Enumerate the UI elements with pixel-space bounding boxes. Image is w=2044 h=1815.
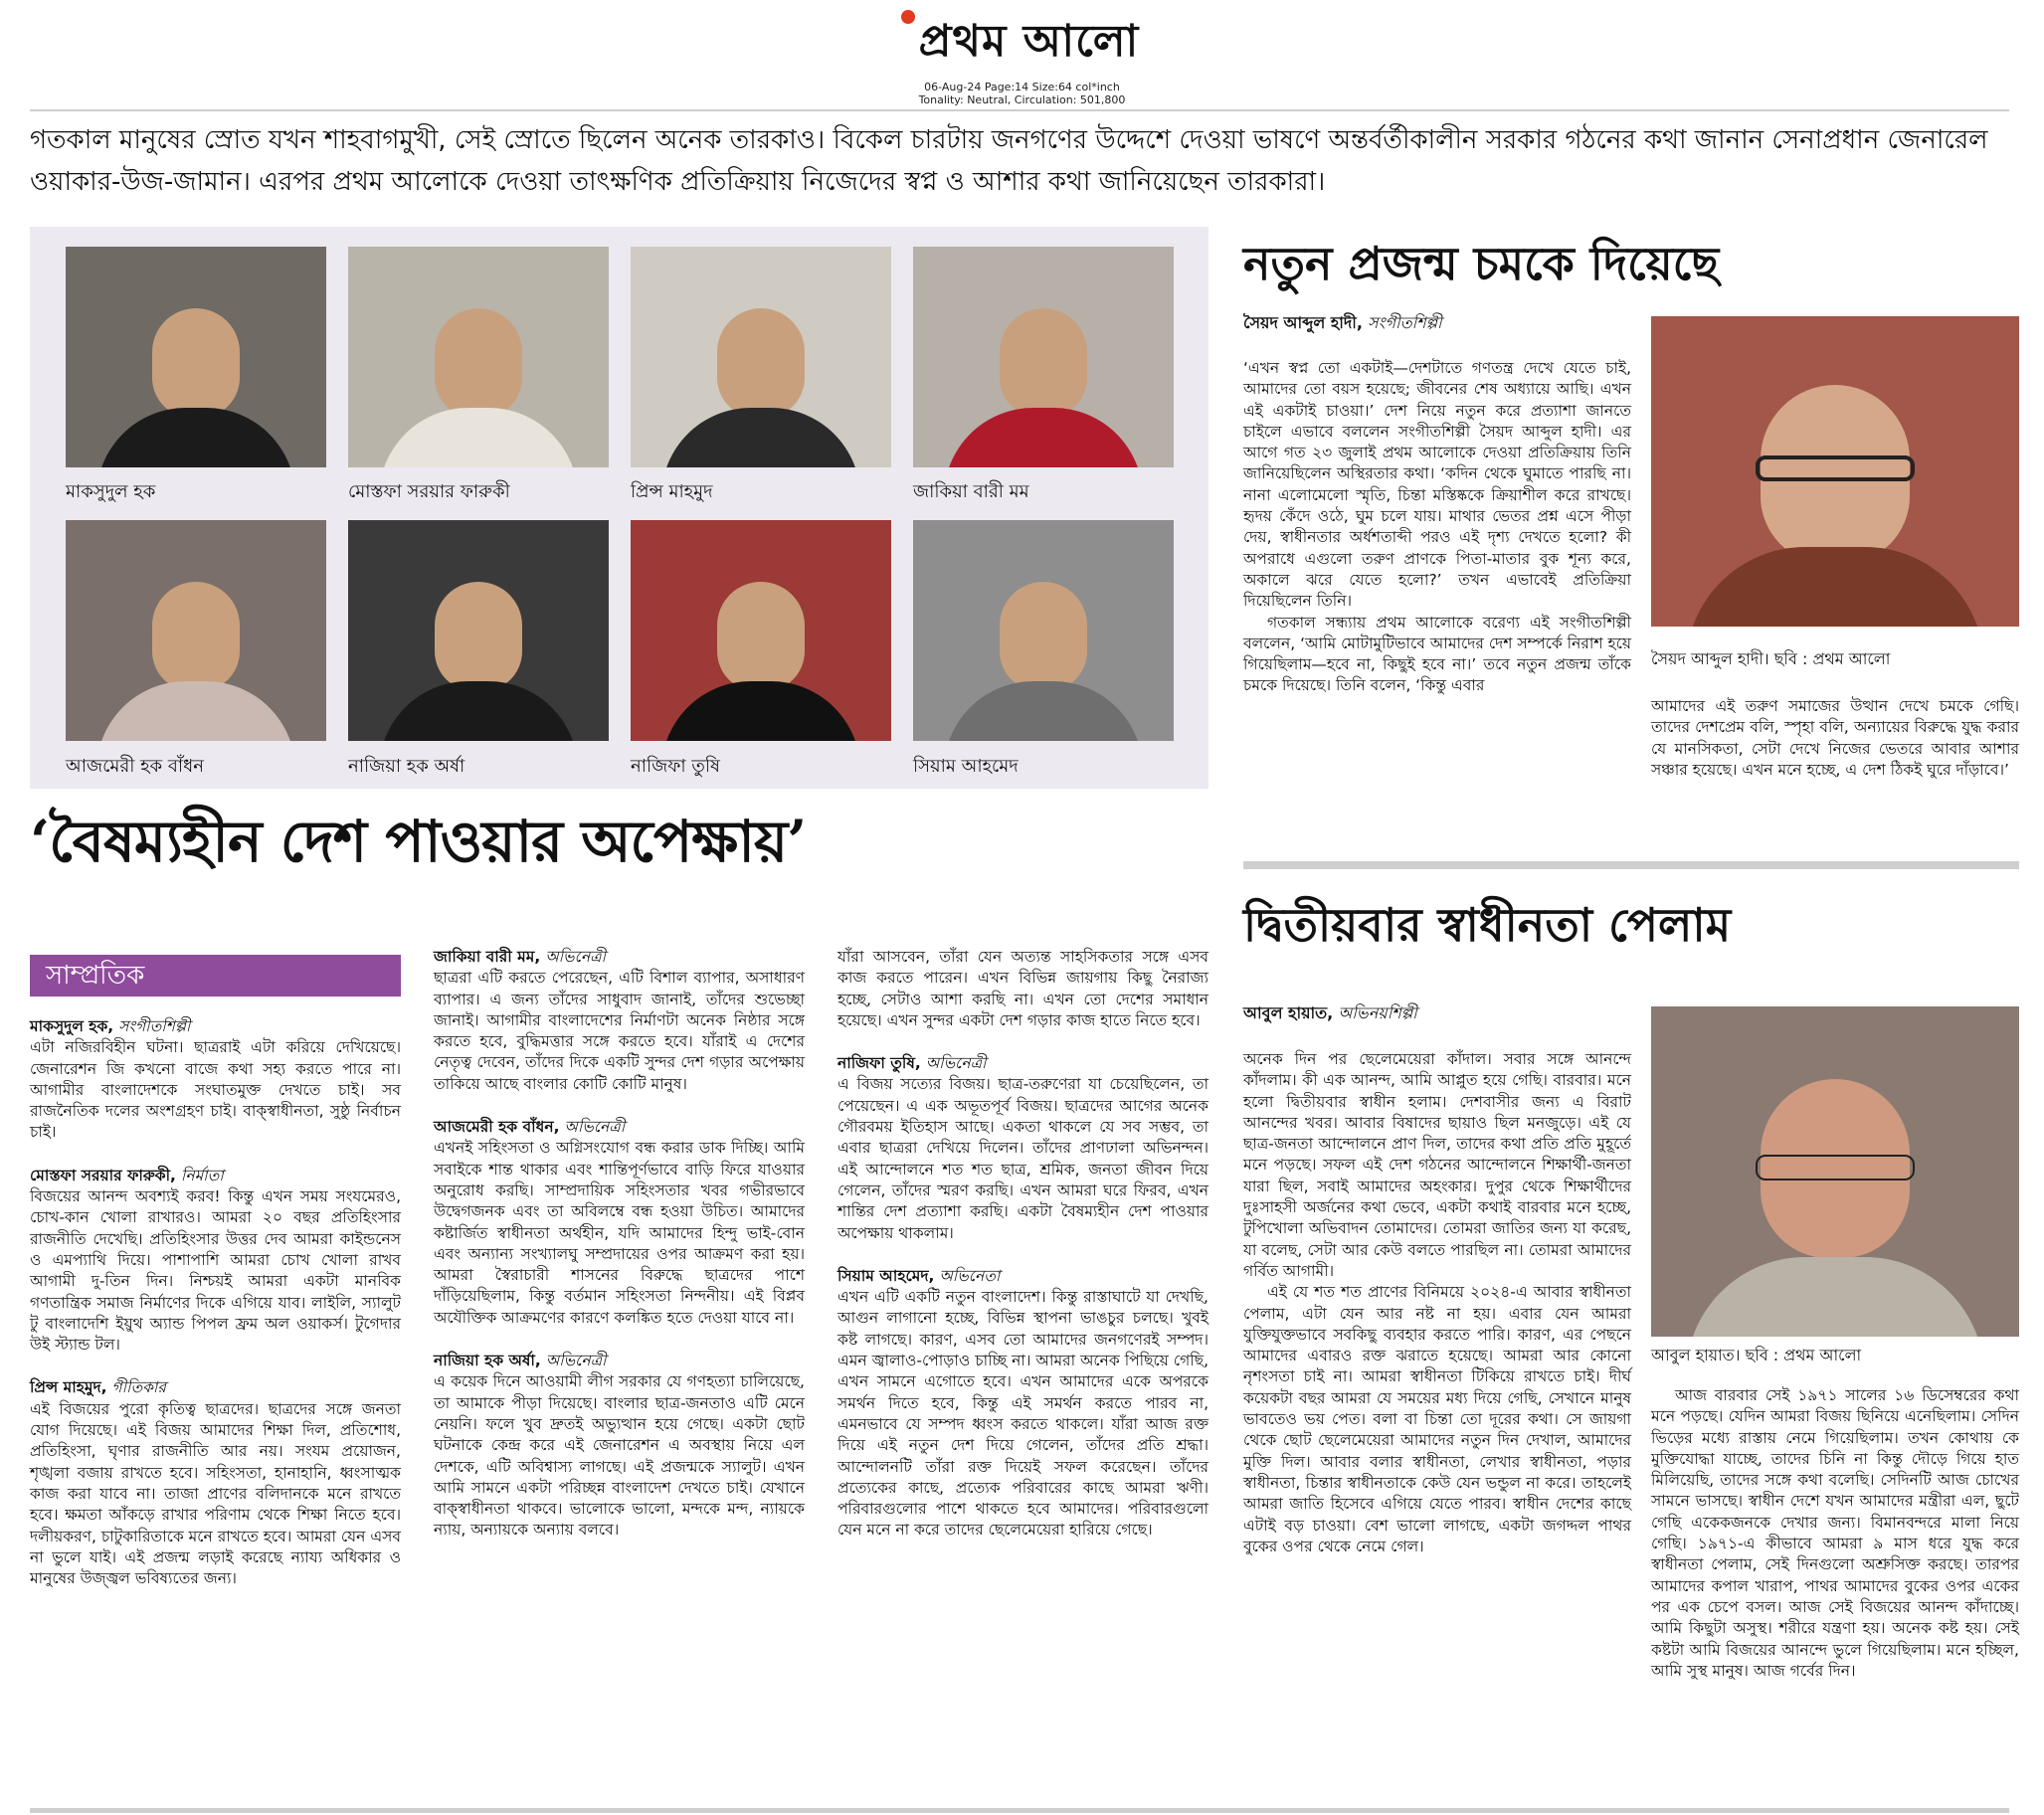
- caption-mom: জাকিয়া বারী মম: [913, 481, 1029, 502]
- caption-farooki: মোস্তফা সরয়ার ফারুকী: [348, 481, 510, 502]
- quote-name: সিয়াম আহমেদ,: [837, 1266, 935, 1285]
- quote-name: প্রিন্স মাহমুদ,: [30, 1378, 107, 1397]
- story2-photo: [1651, 1006, 2019, 1337]
- quote-block: [837, 947, 1208, 1031]
- photo-maksudul: [66, 247, 326, 467]
- face-shape: [717, 582, 805, 691]
- story2-body-continued: আজ বারবার সেই ১৯৭১ সালের ১৬ ডিসেম্বরের কথা মনে পড়ছে। যেদিন আমরা বিজয় ছিনিয়ে এনেছিলাম। সেদিন ভিড়ের মধ্যে রাস্তায় নেমে গিয়েছিলাম। তখন কোথায় কে মুক্তিযোদ্ধা যাচ্ছে, তাদের চিনি না কিন্তু দৌড়ে গিয়ে হাত মিলিয়েছি, তাদের সঙ্গে কথা বলেছি। সেদিনটি আজ চোখের সামনে ভাসছে। স্বাধীন দেশে যখন আমাদের মন্ত্রীরা এল, ছুটে গেছি একেকজনকে দেখার জন্য। বিমানবন্দরে মালা নিয়ে গেছি। ১৯৭১-এ কীভাবে আমরা ৯ মাস ধরে যুদ্ধ করে স্বাধীনতা পেলাম, সেই দিনগুলো অশ্রুসিক্ত করছে। তারপর আমাদের কপাল খারাপ, পাথর আমাদের বুকের ওপর একের পর এক চেপে বসল। আজ সেই বিজয়ের আনন্দ কাঁদাচ্ছে। আমি কিছুটা অসুস্থ। শরীরে যন্ত্রণা হয়। অনেক কষ্ট হয়। সেই কষ্টটা আমি বিজয়ের আনন্দে ভুলে গিয়েছিলাম। মনে হচ্ছিল, আমি সুস্থ মানুষ। আজ গর্বের দিন।: [1651, 1386, 2019, 1680]
- body-shape: [661, 408, 860, 467]
- intro-paragraph: গতকাল মানুষের স্রোত যখন শাহবাগমুখী, সেই স্রোতে ছিলেন অনেক তারকাও। বিকেল চারটায় জনগণের উদ্দেশে দেওয়া ভাষণে অন্তর্বর্তীকালীন সরকার গঠনের কথা জানান সেনাপ্রধান জেনারেল ওয়াকার-উজ-জামান। এরপর প্রথম আলোকে দেওয়া তাৎক্ষণিক প্রতিক্রিয়ায় নিজেদের স্বপ্ন ও আশার কথা জানিয়েছেন তারকারা।: [30, 125, 1988, 197]
- quote-text: যাঁরা আসবেন, তাঁরা যেন অত্যন্ত সাহসিকতার সঙ্গে এসব কাজ করতে পারেন। এখন বিভিন্ন জায়গায় কিছু নৈরাজ্য হচ্ছে, সেটাও আশা করছি না। এখন তো দেশের সমাধান হয়েছে। এখন সুন্দর একটা দেশ গড়ার কাজ হাতে নিতে হবে।: [837, 948, 1208, 1029]
- photo-badhon: [66, 520, 326, 741]
- face-shape: [152, 308, 240, 418]
- column-2: [434, 947, 805, 1563]
- story1-para-2: গতকাল সন্ধ্যায় প্রথম আলোকে বরেণ্য এই সংগীতশিল্পী বললেন, ‘আমি মোটামুটিভাবে আমাদের দেশ সম্পর্কে নিরাশ হয়ে গিয়েছিলাম—হবে না, কিছুই হবে না।’ তবে নতুন প্রজন্ম তাঁকে চমকে দিয়েছে। তিনি বলেন, ‘কিন্তু এবার: [1243, 613, 1631, 695]
- quote-text: এ কয়েক দিনে আওয়ামী লীগ সরকার যে গণহত্যা চালিয়েছে, তা আমাকে পীড়া দিয়েছে। বাংলার ছাত্র-জনতাও এটি মেনে নেয়নি। ফলে খুব দ্রুতই অভ্যুত্থান হয়ে গেছে। একটা ছোট ঘটনাকে কেন্দ্র করে এই জেনারেশন এ অবস্থায় নিয়ে এল দেশকে, এটি অবিশ্বাস্য লাগছে। এই প্রজন্মকে স্যালুট। এখন আমি সামনে একটা পরিচ্ছন্ন বাংলাদেশ দেখতে চাই। যেখানে বাক্‌স্বাধীনতা থাকবে। ভালোকে ভালো, মন্দকে মন্দ, ন্যায়কে ন্যায়, অন্যায়কে অন্যায় বলবে।: [434, 1372, 805, 1540]
- photo-tushi: [631, 520, 891, 741]
- photo-orsha: [348, 520, 609, 741]
- quote-role: গীতিকার: [111, 1378, 166, 1397]
- glasses-shape: [1756, 455, 1915, 481]
- story2-para-1: অনেক দিন পর ছেলেমেয়েরা কাঁদাল। সবার সঙ্গে আনন্দে কাঁদলাম। কী এক আনন্দ, আমি আপ্লুত হয়ে গেছি। বারবার। মনে হলো দ্বিতীয়বার স্বাধীন হলাম। দেশবাসীর জন্য এ বিরাট আনন্দের খবর। আবার বিষাদের ছায়াও ছিল মনজুড়ে। এই যে ছাত্র-জনতা আন্দোলনে প্রাণ দিল, তাদের কথা প্রতি প্রতি মুহূর্তে মনে পড়ছে। সফল এই দেশ গঠনের আন্দোলনে শিক্ষার্থী-জনতা যারা ছিল, সবাই আমাদের অহংকার। দুপুর থেকে শিক্ষার্থীদের দুঃসাহসী অর্জনের কথা ভেবে, একটা কথাই বারবার মনে হচ্ছে, টুপিখোলা অভিবাদন তোমাদের। তোমরা জাতির জন্য যা করেছ, যা বলেছ, সেটা আর কেউ বলতে পারছিল না। তোমরা আমাদের গর্বিত আগামী।: [1243, 1050, 1631, 1280]
- quote-role: অভিনেত্রী: [564, 1118, 626, 1137]
- quote-name: আজমেরী হক বাঁধন,: [434, 1118, 560, 1137]
- main-headline: ‘বৈষম্যহীন দেশ পাওয়ার অপেক্ষায়’: [30, 808, 807, 875]
- quote-role: অভিনেতা: [939, 1266, 1001, 1285]
- quote-block: [837, 1053, 1208, 1244]
- byline-role: সংগীতশিল্পী: [1368, 313, 1442, 332]
- story1-body-continued: আমাদের এই তরুণ সমাজের উত্থান দেখে চমকে গেছি। তাদের দেশপ্রেম বলি, স্পৃহা বলি, অন্যায়ের বিরুদ্ধে যুদ্ধ করার যে মানসিকতা, সেটা দেখে নিজের ভেতরে আবার আশার সঞ্চার হয়েছে। এখন মনে হচ্ছে, এ দেশ ঠিকই ঘুরে দাঁড়াবে।’: [1651, 697, 2019, 779]
- quote-name: মাকসুদুল হক,: [30, 1017, 114, 1035]
- body-shape: [944, 408, 1143, 467]
- photo-prince: [631, 247, 891, 467]
- caption-prince: প্রিন্স মাহমুদ: [631, 481, 713, 502]
- newspaper-logo: প্রথম আলো: [0, 8, 2044, 81]
- quote-role: অভিনেত্রী: [545, 1352, 607, 1370]
- quote-text: এখনই সহিংসতা ও অগ্নিসংযোগ বন্ধ করার ডাক দিচ্ছি। আমি সবাইকে শান্ত থাকার এবং শান্তিপূর্ণভাবে বাড়ি ফিরে যাওয়ার অনুরোধ করছি। সাম্প্রদায়িক সহিংসতার খবর গভীরভাবে উদ্বেগজনক এবং তা অবিলম্বে বন্ধ হওয়া উচিত। আমাদের কষ্টার্জিত স্বাধীনতা অর্থহীন, যদি আমাদের হিন্দু ভাই-বোন এবং অন্যান্য সংখ্যালঘু সম্প্রদায়ের ওপর আক্রমণ করা হয়। আমরা স্বৈরাচারী শাসনের বিরুদ্ধে ছাত্রদের পাশে দাঁড়িয়েছিলাম, কিন্তু বর্তমান সহিংসতা নিন্দনীয়। এই বিপ্লব অযৌক্তিক আক্রমণের কারণে কলঙ্কিত হতে দেওয়া যাবে না।: [434, 1139, 805, 1327]
- story2-body: [1243, 1049, 1631, 1557]
- photo-mom: [913, 247, 1174, 467]
- face-shape: [1000, 582, 1087, 691]
- story1-headline: নতুন প্রজন্ম চমকে দিয়েছে: [1243, 237, 1720, 290]
- body-shape: [661, 681, 860, 741]
- body-shape: [96, 408, 295, 467]
- photo-gallery: [30, 227, 1208, 789]
- caption-tushi: নাজিফা তুষি: [631, 756, 720, 777]
- masthead: [0, 8, 2044, 106]
- quote-block: [434, 1117, 805, 1329]
- face-shape: [435, 582, 522, 691]
- face-shape: [1000, 308, 1087, 418]
- sun-icon: [901, 10, 915, 24]
- story2-para-2: এই যে শত শত প্রাণের বিনিময়ে ২০২৪-এ আবার স্বাধীনতা পেলাম, এটা যেন আর নষ্ট না হয়। এবার যেন আমরা যুক্তিযুক্তভাবে সবকিছু ব্যবহার করতে পারি। কারণ, এর পেছনে আমাদের এবারও রক্ত ঝরাতে হয়েছে। আমরা আর কোনো নৃশংসতা চাই না। আমরা স্বাধীনতা টিকিয়ে রাখতে চাই। দীর্ঘ কয়েকটা বছর আমরা যে সময়ের মধ্য দিয়ে গেছি, সেখানে মানুষ ভাবতেও ভয় পেত। বলা বা চিন্তা তো দূরের কথা। সে জায়গা থেকে ছোট ছেলেমেয়েরা আমাদের নতুন দিন দেখাল, আমাদের মুক্তি দিল। আবার বলার স্বাধীনতা, লেখার স্বাধীনতা, পড়ার স্বাধীনতা, চিন্তার স্বাধীনতাকে কেউ যেন ভন্ডুল না করে। তাহলেই আমরা জাতি হিসেবে এগিয়ে যেতে পারব। স্বাধীন দেশের কাছে এটাই বড় চাওয়া। বেশ ভালো লাগছে, একটা জগদ্দল পাথর বুকের ওপর থেকে নেমে গেল।: [1243, 1283, 1631, 1555]
- quote-text: এ বিজয় সত্যের বিজয়। ছাত্র-তরুণেরা যা চেয়েছিলেন, তা পেয়েছেন। এ এক অভূতপূর্ব বিজয়। ছাত্রদের আগের অনেক গৌরবময় ইতিহাস আছে। একতা থাকলে যে সব সম্ভব, তা এবার ছাত্ররা দেখিয়ে দিলেন। তাঁদের প্রাণঢালা অভিনন্দন। এই আন্দোলনে শত শত ছাত্র, শ্রমিক, জনতা জীবন দিয়ে গেলেন, তাঁদের স্মরণ করছি। এখন আমরা ঘরে ফিরব, এখন শান্তির দেশ প্রত্যাশা করছি। একটা বৈষম্যহীন দেশ পাওয়ার অপেক্ষায় থাকলাম।: [837, 1075, 1208, 1242]
- quote-name: নাজিফা তুষি,: [837, 1054, 921, 1073]
- quote-name: মোস্তফা সরয়ার ফারুকী,: [30, 1166, 176, 1184]
- glasses-shape: [1756, 1155, 1915, 1180]
- shirt-shape: [1686, 547, 1984, 627]
- quote-role: অভিনেত্রী: [925, 1054, 987, 1073]
- quote-role: নির্মাতা: [180, 1166, 224, 1184]
- face-shape: [717, 308, 805, 418]
- photo-siam: [913, 520, 1174, 741]
- quote-name: জাকিয়া বারী মম,: [434, 948, 541, 966]
- caption-badhon: আজমেরী হক বাঁধন: [66, 756, 204, 777]
- story2-headline: দ্বিতীয়বার স্বাধীনতা পেলাম: [1243, 898, 1732, 952]
- quote-block: [837, 1266, 1208, 1542]
- quote-block: [434, 1351, 805, 1542]
- body-shape: [96, 681, 295, 741]
- clipping-meta-line-2: Tonality: Neutral, Circulation: 501,800: [918, 93, 1126, 106]
- story1-body: [1243, 358, 1631, 697]
- quote-text: এটা নজিরবিহীন ঘটনা। ছাত্ররাই এটা করিয়ে দেখিয়েছে। জেনারেশন জি কখনো বাজে কথা সহ্য করতে পারে না। আগামীর বাংলাদেশকে সংঘাতমুক্ত দেখতে চাই। সব রাজনৈতিক দলের অংশগ্রহণ চাই। বাক্‌স্বাধীনতা, সুষ্ঠু নির্বাচন চাই।: [30, 1038, 401, 1142]
- quote-block: [30, 1016, 401, 1144]
- quote-block: [30, 1166, 401, 1357]
- byline-role: অভিনয়শিল্পী: [1338, 1003, 1417, 1022]
- quote-name: নাজিয়া হক অর্ষা,: [434, 1352, 541, 1370]
- quote-block: [434, 947, 805, 1095]
- quote-text: ছাত্ররা এটি করতে পেরেছেন, এটি বিশাল ব্যাপার, অসাধারণ ব্যাপার। এ জন্য তাঁদের সাধুবাদ জানাই, তাঁদের শুভেচ্ছা জানাই। আগামীর বাংলাদেশের নির্মাণটা অনেক নিষ্ঠার সঙ্গে করতে হবে, বুদ্ধিমত্তার সঙ্গে করতে হবে। যাঁরাই এ দেশের নেতৃত্ব দেবেন, তাঁদের দিকে একটি সুন্দর দেশ গড়ার অপেক্ষায় তাকিয়ে আছে বাংলার কোটি কোটি মানুষ।: [434, 969, 805, 1093]
- photo-farooki: [348, 247, 609, 467]
- face-shape: [435, 308, 522, 418]
- column-3: [837, 947, 1208, 1563]
- quote-text: এই বিজয়ের পুরো কৃতিত্ব ছাত্রদের। ছাত্রদের সঙ্গে জনতা যোগ দিয়েছে। এই বিজয় আমাদের শিক্ষা দিল, প্রতিশোধ, প্রতিহিংসা, ঘৃণার রাজনীতি আর নয়। সংযম প্রয়োজন, শৃঙ্খলা বজায় রাখতে হবে। সহিংসতা, হানাহানি, ধ্বংসাত্মক কাজ করা যাবে না। তাজা প্রাণের বলিদানকে মনে রাখতে হবে। ক্ষমতা আঁকড়ে রাখার পরিণাম থেকে শিক্ষা নিতে হবে। দলীয়করণ, চাটুকারিতাকে মনে রাখতে হবে। আমরা যেন এসব না ভুলে যাই। এই প্রজন্ম লড়াই করেছে ন্যায্য অধিকার ও মানুষের উজ্জ্বল ভবিষ্যতের জন্য।: [30, 1399, 401, 1588]
- bottom-divider: [30, 1808, 2009, 1813]
- quote-text: বিজয়ের আনন্দ অবশ্যই করব! কিন্তু এখন সময় সংযমেরও, চোখ-কান খোলা রাখারও। আমরা ২০ বছর প্রতিহিংসার রাজনীতি দেখেছি। প্রতিহিংসার উত্তর দেব আমরা কাইন্ডনেস ও এমপ্যাথি দিয়ে। পাশাপাশি আমরা চোখ খোলা রাখব আগামী দু-তিন দিন। নিশ্চয়ই আমরা একটা মানবিক গণতান্ত্রিক সমাজ নির্মাণের দিকে এগিয়ে যাব। লাইলি, স্যালুট টু বাংলাদেশি ইয়ুথ অ্যান্ড পিপল ফ্রম অল ওয়াকর্স। টুগেদার উই স্ট্যান্ড টল।: [30, 1187, 401, 1355]
- story2-byline: [1243, 1000, 1417, 1027]
- story1-byline: [1243, 310, 1442, 337]
- story1-para-1: ‘এখন স্বপ্ন তো একটাই—দেশটাতে গণতন্ত্র দেখে যেতে চাই, আমাদের তো বয়স হয়েছে; জীবনের শেষ অধ্যায়ে আছি। এখন এই একটাই চাওয়া।’ দেশ নিয়ে নতুন করে প্রত্যাশা জানতে চাইলে এভাবে বললেন সংগীতশিল্পী সৈয়দ আব্দুল হাদী। এর আগে গত ২৩ জুলাই প্রথম আলোকে দেওয়া প্রতিক্রিয়ায় তিনি জানিয়েছিলেন অস্থিরতার কথা। ‘কদিন থেকে ঘুমাতে পারছি না। নানা এলোমেলো স্মৃতি, চিন্তা মস্তিষ্ককে ক্রিয়াশীল করে রাখছে। হৃদয় কেঁদে ওঠে, ঘুম চলে যায়। মাথার ভেতর প্রশ্ন এসে পীড়া দেয়, স্বাধীনতার অর্ধশতাব্দী পরও এই দৃশ্য দেখতে হলো? কী অপরাধে এগুলো তরুণ প্রাণকে পিতা-মাতার বুক শূন্য করে, অকালে ঝরে যেতে হলো?’ তখন এভাবেই প্রতিক্রিয়া দিয়েছিলেন তিনি।: [1243, 359, 1631, 611]
- section-label: সাম্প্রতিক: [30, 955, 401, 997]
- face-shape: [152, 582, 240, 691]
- column-1: [30, 1016, 401, 1611]
- clipping-meta-line-1: 06-Aug-24 Page:14 Size:64 col*inch: [924, 81, 1120, 93]
- caption-orsha: নাজিয়া হক অর্ষা: [348, 756, 465, 777]
- body-shape: [379, 681, 578, 741]
- story1-photo: [1651, 316, 2019, 627]
- caption-maksudul: মাকসুদুল হক: [66, 481, 156, 502]
- story1-photo-caption: সৈয়দ আব্দুল হাদী। ছবি : প্রথম আলো: [1651, 649, 1891, 668]
- story2-photo-caption: আবুল হায়াত। ছবি : প্রথম আলো: [1651, 1346, 1862, 1364]
- byline-name: সৈয়দ আব্দুল হাদী,: [1243, 313, 1363, 332]
- shirt-shape: [1686, 1257, 1984, 1337]
- divider: [30, 109, 2009, 111]
- quote-role: অভিনেত্রী: [545, 948, 606, 966]
- quote-role: সংগীতশিল্পী: [118, 1017, 191, 1035]
- quote-block: [30, 1377, 401, 1589]
- body-shape: [379, 408, 578, 467]
- quote-text: এখন এটি একটি নতুন বাংলাদেশ। কিন্তু রাস্তাঘাটে যা দেখছি, আগুন লাগানো হচ্ছে, বিভিন্ন স্থাপনা ভাঙচুর চলছে। খুবই কষ্ট লাগছে। কারণ, এসব তো আমাদের জনগণেরই সম্পদ। এমন জ্বালাও-পোড়াও চাচ্ছি না। আমরা অনেক পিছিয়ে গেছি, এখন সামনে এগোতে হবে। এখন আমাদের একে অপরকে সমর্থন দিতে হবে, কিন্তু এই সমর্থন করতে পারব না, এমনভাবে যে সম্পদ ধ্বংস করতে থাকলে। যাঁরা আজ রক্ত দিয়ে এই নতুন দেশ দিয়ে গেলেন, তাঁদের প্রতি শ্রদ্ধা। আন্দোলনটি তাঁরা রক্ত দিয়েই সফল করেছেন। তাঁদের প্রত্যেকের কাছে, প্রত্যেক পরিবারের কাছে আমরা ঋণী। পরিবারগুলোর পাশে থাকতে হবে আমাদের। পরিবারগুলো যেন মনে না করে তাদের ছেলেমেয়েরা হারিয়ে গেছে।: [837, 1288, 1208, 1540]
- caption-siam: সিয়াম আহমেদ: [913, 756, 1019, 777]
- byline-name: আবুল হায়াত,: [1243, 1003, 1334, 1022]
- divider: [1243, 861, 2019, 869]
- body-shape: [944, 681, 1143, 741]
